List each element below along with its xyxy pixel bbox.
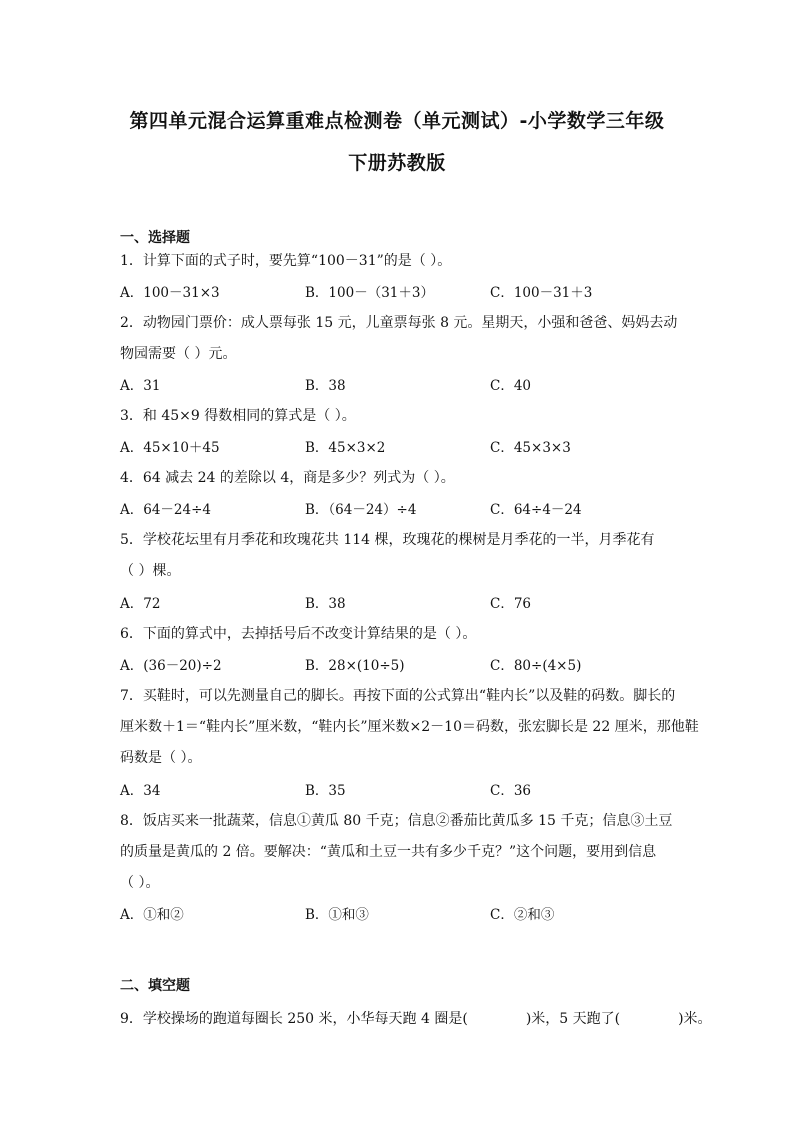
question-3-option-b: B．45×3×2 <box>305 440 386 456</box>
question-2-option-b: B．38 <box>305 378 346 394</box>
question-8-option-a: A．①和② <box>120 907 184 923</box>
section-fill-heading: 二、填空题 <box>120 978 190 994</box>
question-9-part2: )米，5 天跑了( <box>525 1011 621 1027</box>
question-5-option-b: B．38 <box>305 596 346 612</box>
question-4-option-b: B．（64－24）÷4 <box>305 502 417 518</box>
question-3-option-c: C．45×3×3 <box>490 440 571 456</box>
question-5-option-a: A．72 <box>120 596 161 612</box>
question-5-text-line1: 5．学校花坛里有月季花和玫瑰花共 114 棵，玫瑰花的棵树是月季花的一半，月季花有 <box>120 532 655 548</box>
question-8-text-line2: 的质量是黄瓜的 2 倍。要解决：“黄瓜和土豆一共有多少千克？”这个问题，要用到信息 <box>120 844 657 860</box>
question-9-text <box>120 1008 712 1028</box>
question-7-option-a: A．34 <box>120 783 161 799</box>
question-6-option-c: C．80÷(4×5) <box>490 658 582 674</box>
section-choice-heading: 一、选择题 <box>120 230 190 246</box>
question-7-text-line2: 厘米数＋1＝“鞋内长”厘米数，“鞋内长”厘米数×2－10＝码数，张宏脚长是 22 厘米，那他鞋 <box>120 719 699 735</box>
question-3-text: 3．和 45×9 得数相同的算式是（ ）。 <box>120 408 356 424</box>
question-1-text: 1．计算下面的式子时，要先算“100－31”的是（ ）。 <box>120 253 452 269</box>
question-4-text: 4．64 减去 24 的差除以 4，商是多少？列式为（ ）。 <box>120 470 455 486</box>
question-9-part1: 9．学校操场的跑道每圈长 250 米，小华每天跑 4 圈是( <box>120 1011 468 1027</box>
question-8-option-b: B．①和③ <box>305 907 369 923</box>
question-7-option-b: B．35 <box>305 783 346 799</box>
question-5-option-c: C．76 <box>490 596 532 612</box>
question-7-option-c: C．36 <box>490 783 532 799</box>
question-2-text-line2: 物园需要（ ）元。 <box>120 346 237 362</box>
exam-title-line1: 第四单元混合运算重难点检测卷（单元测试）-小学数学三年级 <box>129 110 665 132</box>
question-2-text-line1: 2．动物园门票价：成人票每张 15 元，儿童票每张 8 元。星期天，小强和爸爸、妈妈去动 <box>120 315 678 331</box>
question-3-option-a: A．45×10＋45 <box>120 440 220 456</box>
question-2-option-c: C．40 <box>490 378 532 394</box>
question-4-option-a: A．64－24÷4 <box>120 502 212 518</box>
question-2-option-a: A．31 <box>120 378 161 394</box>
question-8-text-line1: 8．饭店买来一批蔬菜，信息①黄瓜 80 千克；信息②番茄比黄瓜多 15 千克；信息③土豆 <box>120 813 673 829</box>
question-9-part3: )米。 <box>678 1011 712 1027</box>
question-6-option-a: A．(36－20)÷2 <box>120 658 222 674</box>
exam-title-line2: 下册苏教版 <box>348 152 446 174</box>
question-4-option-c: C．64÷4－24 <box>490 502 582 518</box>
question-7-text-line3: 码数是（ ）。 <box>120 750 202 766</box>
question-5-text-line2: （ ）棵。 <box>120 563 181 579</box>
question-1-option-a: A．100－31×3 <box>120 285 220 301</box>
question-1-option-b: B．100－（31＋3） <box>305 285 434 301</box>
question-8-option-c: C．②和③ <box>490 907 555 923</box>
question-7-text-line1: 7．买鞋时，可以先测量自己的脚长。再按下面的公式算出“鞋内长”以及鞋的码数。脚长的 <box>120 688 676 704</box>
question-8-text-line3: （ ）。 <box>120 875 160 891</box>
question-6-option-b: B．28×(10÷5) <box>305 658 405 674</box>
question-6-text: 6．下面的算式中，去掉括号后不改变计算结果的是（ ）。 <box>120 626 477 642</box>
question-1-option-c: C．100－31＋3 <box>490 285 593 301</box>
